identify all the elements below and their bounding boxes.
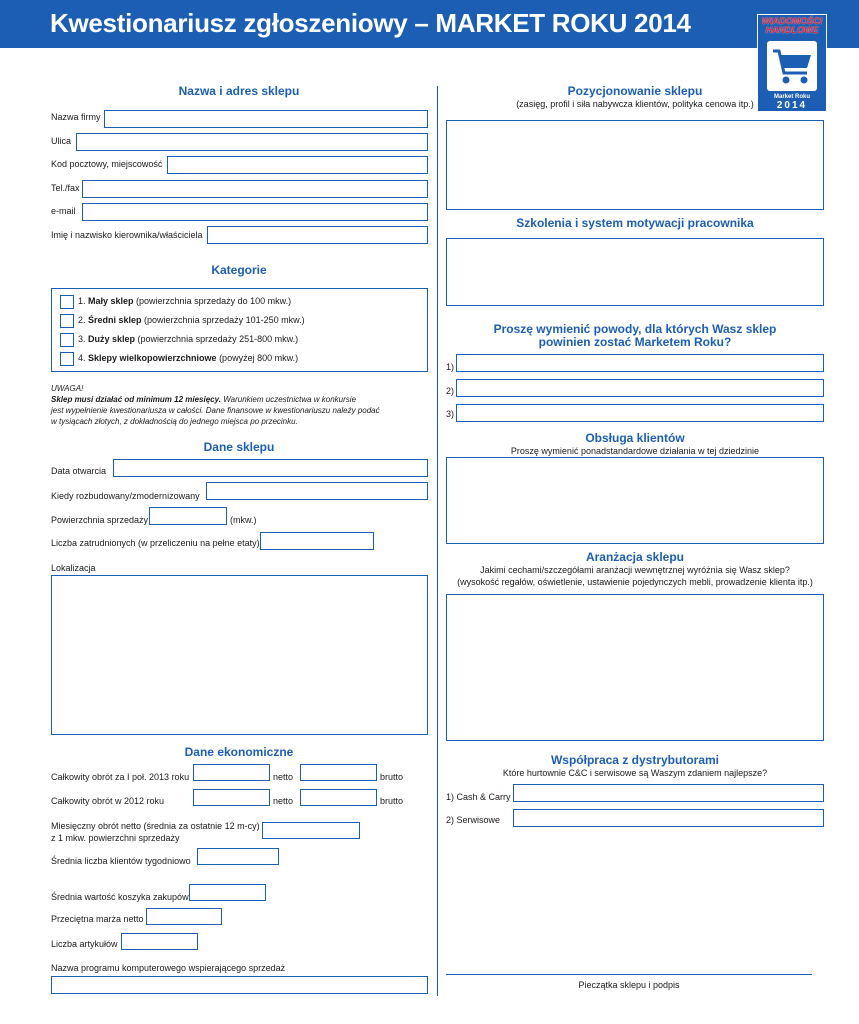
economic-heading: Dane ekonomiczne <box>184 745 294 759</box>
distributors-heading: Współpraca z dystrybutorami <box>550 753 720 767</box>
turnover-2012-netto-field[interactable] <box>193 789 270 806</box>
category-checkbox-medium[interactable] <box>60 314 74 328</box>
postal-city-field[interactable] <box>167 156 428 174</box>
employees-label: Liczba zatrudnionych (w przeliczeniu na pełne etaty) <box>51 538 260 548</box>
notice-line3: w tysiącach złotych, z dokładnością do jednego miejsca po przecinku. <box>51 417 298 426</box>
sales-area-field[interactable] <box>149 507 227 525</box>
rebuilt-label: Kiedy rozbudowany/zmodernizowany <box>51 491 200 501</box>
logo-line3: Market Roku <box>773 94 810 100</box>
service-wholesale-field[interactable] <box>513 809 824 827</box>
category-checkbox-hypermarket[interactable] <box>60 352 74 366</box>
opened-date-field[interactable] <box>113 459 428 477</box>
monthly-turnover-label <box>51 820 260 844</box>
email-label: e-mail <box>51 206 76 216</box>
training-heading: Szkolenia i system motywacji pracownika <box>516 216 754 230</box>
logo-line2: HANDLOWE <box>765 25 819 35</box>
category-option-large: 3. Duży sklep (powierzchnia sprzedaży 251-800 mkw.) <box>78 334 299 344</box>
rebuilt-date-field[interactable] <box>206 482 428 500</box>
service-sub: Proszę wymienić ponadstandardowe działania w tej dziedzinie <box>510 446 760 456</box>
page-title: Kwestionariusz zgłoszeniowy – MARKET ROKU 2014 <box>50 8 691 38</box>
service-heading: Obsługa klientów <box>585 431 685 445</box>
column-divider <box>437 86 438 996</box>
logo-year: 2014 <box>776 100 808 111</box>
notice-title: UWAGA! <box>51 384 84 393</box>
software-label: Nazwa programu komputerowego wspierającego sprzedaż <box>51 963 286 973</box>
signature-line <box>446 974 812 975</box>
street-label: Ulica <box>51 136 72 146</box>
arrangement-sub1: Jakimi cechami/szczegółami aranżacji wewnętrznej wyróżnia się Wasz sklep? <box>480 565 790 575</box>
turnover-2013-netto-field[interactable] <box>193 764 270 781</box>
company-name-label: Nazwa firmy <box>51 112 101 122</box>
manager-label: Imię i nazwisko kierownika/właściciela <box>51 230 203 240</box>
turnover-2013-brutto-field[interactable] <box>300 764 377 781</box>
company-name-field[interactable] <box>104 110 428 128</box>
category-option-small: 1. Mały sklep (powierzchnia sprzedaży do 100 mkw.) <box>78 296 292 306</box>
reason-2-label: 2) <box>446 386 455 396</box>
opened-label: Data otwarcia <box>51 466 107 476</box>
location-label: Lokalizacja <box>51 563 96 573</box>
basket-label: Średnia wartość koszyka zakupów <box>51 892 189 902</box>
category-option-hypermarket: 4. Sklepy wielkopowierzchniowe (powyżej 800 mkw.) <box>78 353 299 363</box>
shop-heading: Nazwa i adres sklepu <box>178 84 300 98</box>
monthly-turnover-field[interactable] <box>262 822 360 839</box>
turnover-2013-brutto-label: brutto <box>380 772 404 782</box>
basket-field[interactable] <box>189 884 266 901</box>
turnover-2012-label: Całkowity obrót w 2012 roku <box>51 796 165 806</box>
positioning-sub: (zasięg, profil i siła nabywcza klientów, polityka cenowa itp.) <box>516 99 754 109</box>
signature-label: Pieczątka sklepu i podpis <box>578 980 680 990</box>
category-heading: Kategorie <box>211 263 267 277</box>
monthly-turnover-line2: z 1 mkw. powierzchni sprzedaży <box>51 833 180 843</box>
margin-label: Przeciętna marża netto <box>51 914 144 924</box>
reasons-heading-line2: powinien zostać Marketem Roku? <box>538 335 732 349</box>
clients-field[interactable] <box>197 848 279 865</box>
articles-field[interactable] <box>121 933 198 950</box>
category-option-medium: 2. Średni sklep (powierzchnia sprzedaży 101-250 mkw.) <box>78 315 305 325</box>
street-field[interactable] <box>76 133 428 151</box>
postal-label: Kod pocztowy, miejscowość <box>51 159 163 169</box>
arrangement-heading: Aranżacja sklepu <box>585 550 685 564</box>
phone-label: Tel./fax <box>51 183 80 193</box>
reason-3-label: 3) <box>446 409 455 419</box>
logo-line1: WIADOMOŚCI <box>761 16 823 26</box>
clients-label: Średnia liczba klientów tygodniowo <box>51 856 191 866</box>
monthly-turnover-line1: Miesięczny obrót netto (średnia za ostatnie 12 m-cy) <box>51 821 260 831</box>
distributors-sub: Które hurtownie C&C i serwisowe są Waszym zdaniem najlepsze? <box>502 768 768 778</box>
software-field[interactable] <box>51 976 428 994</box>
reasons-heading <box>446 323 824 349</box>
arrangement-sub2: (wysokość regałów, oświetlenie, ustawienie pojedynczych mebli, prowadzenie klienta itp.) <box>457 577 813 587</box>
training-field[interactable] <box>446 238 824 306</box>
phone-fax-field[interactable] <box>82 180 428 198</box>
reasons-heading-line1: Proszę wymienić powody, dla których Wasz sklep <box>493 322 777 336</box>
turnover-2013-label: Całkowity obrót za I poł. 2013 roku <box>51 772 190 782</box>
arrangement-field[interactable] <box>446 594 824 741</box>
positioning-heading: Pozycjonowanie sklepu <box>567 84 703 98</box>
cash-carry-label: 1) Cash & Carry <box>446 792 511 802</box>
location-field[interactable] <box>51 575 428 735</box>
reason-3-field[interactable] <box>456 404 824 422</box>
reason-1-field[interactable] <box>456 354 824 372</box>
category-checkbox-small[interactable] <box>60 295 74 309</box>
reason-2-field[interactable] <box>456 379 824 397</box>
turnover-2012-brutto-label: brutto <box>380 796 404 806</box>
employees-field[interactable] <box>260 532 374 550</box>
service-field[interactable] <box>446 457 824 544</box>
notice-line1: Sklep musi działać od minimum 12 miesięcy. Warunkiem uczestnictwa w konkursie <box>51 395 357 404</box>
cash-carry-field[interactable] <box>513 784 824 802</box>
service-wholesale-label: 2) Serwisowe <box>446 815 501 825</box>
positioning-field[interactable] <box>446 120 824 210</box>
notice-line2: jest wypełnienie kwestionariusza w całości. Dane finansowe w kwestionariuszu należy podać <box>51 406 380 415</box>
shop-data-heading: Dane sklepu <box>203 440 275 454</box>
turnover-2012-netto-label: netto <box>273 796 294 806</box>
area-unit: (mkw.) <box>230 515 257 525</box>
turnover-2013-netto-label: netto <box>273 772 294 782</box>
articles-label: Liczba artykułów <box>51 939 118 949</box>
area-label: Powierzchnia sprzedaży <box>51 515 149 525</box>
reason-1-label: 1) <box>446 362 455 372</box>
turnover-2012-brutto-field[interactable] <box>300 789 377 806</box>
notice <box>51 383 431 427</box>
category-checkbox-large[interactable] <box>60 333 74 347</box>
margin-field[interactable] <box>146 908 222 925</box>
manager-name-field[interactable] <box>207 226 428 244</box>
email-field[interactable] <box>82 203 428 221</box>
